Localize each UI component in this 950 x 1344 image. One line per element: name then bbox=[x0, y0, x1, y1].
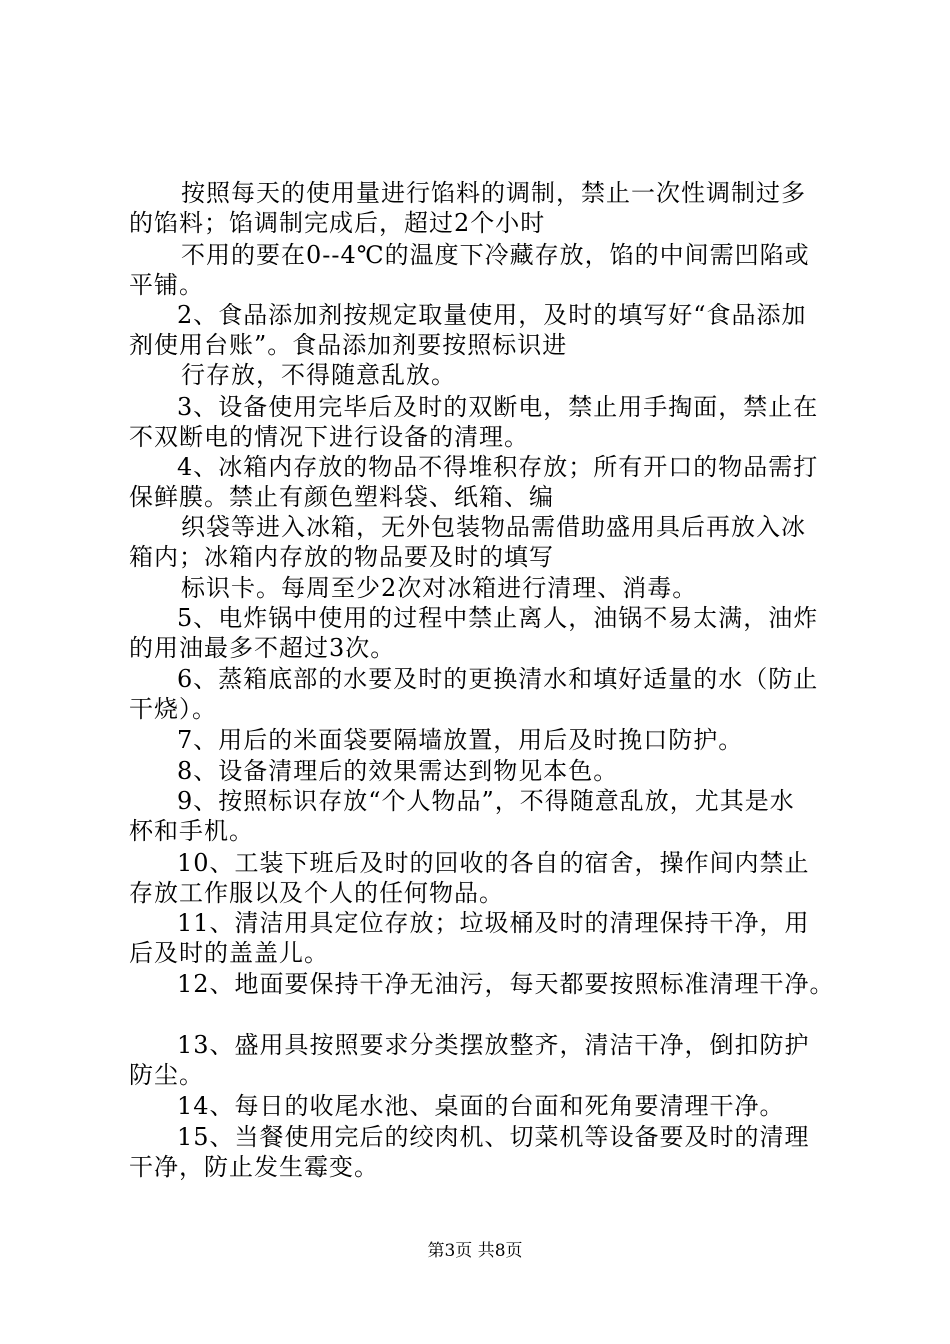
text-line: 不用的要在0--4℃的温度下冷藏存放，馅的中间需凹陷或 bbox=[181, 241, 810, 269]
text-line: 3、设备使用完毕后及时的双断电，禁止用手掏面，禁止在 bbox=[177, 393, 819, 421]
text-line: 10、工装下班后及时的回收的各自的宿舍，操作间内禁止 bbox=[177, 849, 810, 877]
text-line: 杯和手机。 bbox=[129, 817, 254, 845]
page-number-footer: 第3页 共8页 bbox=[427, 1241, 523, 1261]
text-line: 14、每日的收尾水池、桌面的台面和死角要清理干净。 bbox=[177, 1092, 785, 1120]
text-line: 11、清洁用具定位存放；垃圾桶及时的清理保持干净，用 bbox=[177, 909, 810, 937]
text-line: 的馅料；馅调制完成后，超过2个小时 bbox=[129, 209, 546, 237]
text-line: 平铺。 bbox=[129, 271, 204, 299]
text-line: 按照每天的使用量进行馅料的调制，禁止一次性调制过多 bbox=[181, 179, 806, 207]
text-line: 织袋等进入冰箱，无外包装物品需借助盛用具后再放入冰 bbox=[181, 513, 806, 541]
text-line: 标识卡。每周至少2次对冰箱进行清理、消毒。 bbox=[181, 574, 698, 602]
text-line: 剂使用台账”。食品添加剂要按照标识进 bbox=[129, 331, 568, 359]
text-line: 2、食品添加剂按规定取量使用，及时的填写好“食品添加 bbox=[177, 301, 807, 329]
text-line: 5、电炸锅中使用的过程中禁止离人，油锅不易太满，油炸 bbox=[177, 604, 819, 632]
text-line: 15、当餐使用完后的绞肉机、切菜机等设备要及时的清理 bbox=[177, 1123, 810, 1151]
text-line: 箱内；冰箱内存放的物品要及时的填写 bbox=[129, 543, 554, 571]
text-line: 干净，防止发生霉变。 bbox=[129, 1153, 379, 1181]
text-line: 不双断电的情况下进行设备的清理。 bbox=[129, 423, 529, 451]
text-line: 干烧）。 bbox=[129, 695, 217, 723]
text-line: 4、冰箱内存放的物品不得堆积存放；所有开口的物品需打 bbox=[177, 453, 819, 481]
text-line: 后及时的盖盖儿。 bbox=[129, 939, 329, 967]
text-line: 9、按照标识存放“个人物品”，不得随意乱放，尤其是水 bbox=[177, 787, 795, 815]
text-line: 的用油最多不超过3次。 bbox=[129, 634, 396, 662]
text-line: 13、盛用具按照要求分类摆放整齐，清洁干净，倒扣防护 bbox=[177, 1031, 810, 1059]
text-line: 保鲜膜。禁止有颜色塑料袋、纸箱、编 bbox=[129, 483, 554, 511]
text-line: 8、设备清理后的效果需达到物见本色。 bbox=[177, 757, 619, 785]
text-line: 6、蒸箱底部的水要及时的更换清水和填好适量的水（防止 bbox=[177, 665, 819, 693]
text-line: 12、地面要保持干净无油污，每天都要按照标准清理干净。 bbox=[177, 970, 835, 998]
text-line: 7、用后的米面袋要隔墙放置，用后及时挽口防护。 bbox=[177, 726, 744, 754]
text-line: 行存放，不得随意乱放。 bbox=[181, 361, 456, 389]
text-line: 防尘。 bbox=[129, 1061, 204, 1089]
text-line: 存放工作服以及个人的任何物品。 bbox=[129, 879, 504, 907]
